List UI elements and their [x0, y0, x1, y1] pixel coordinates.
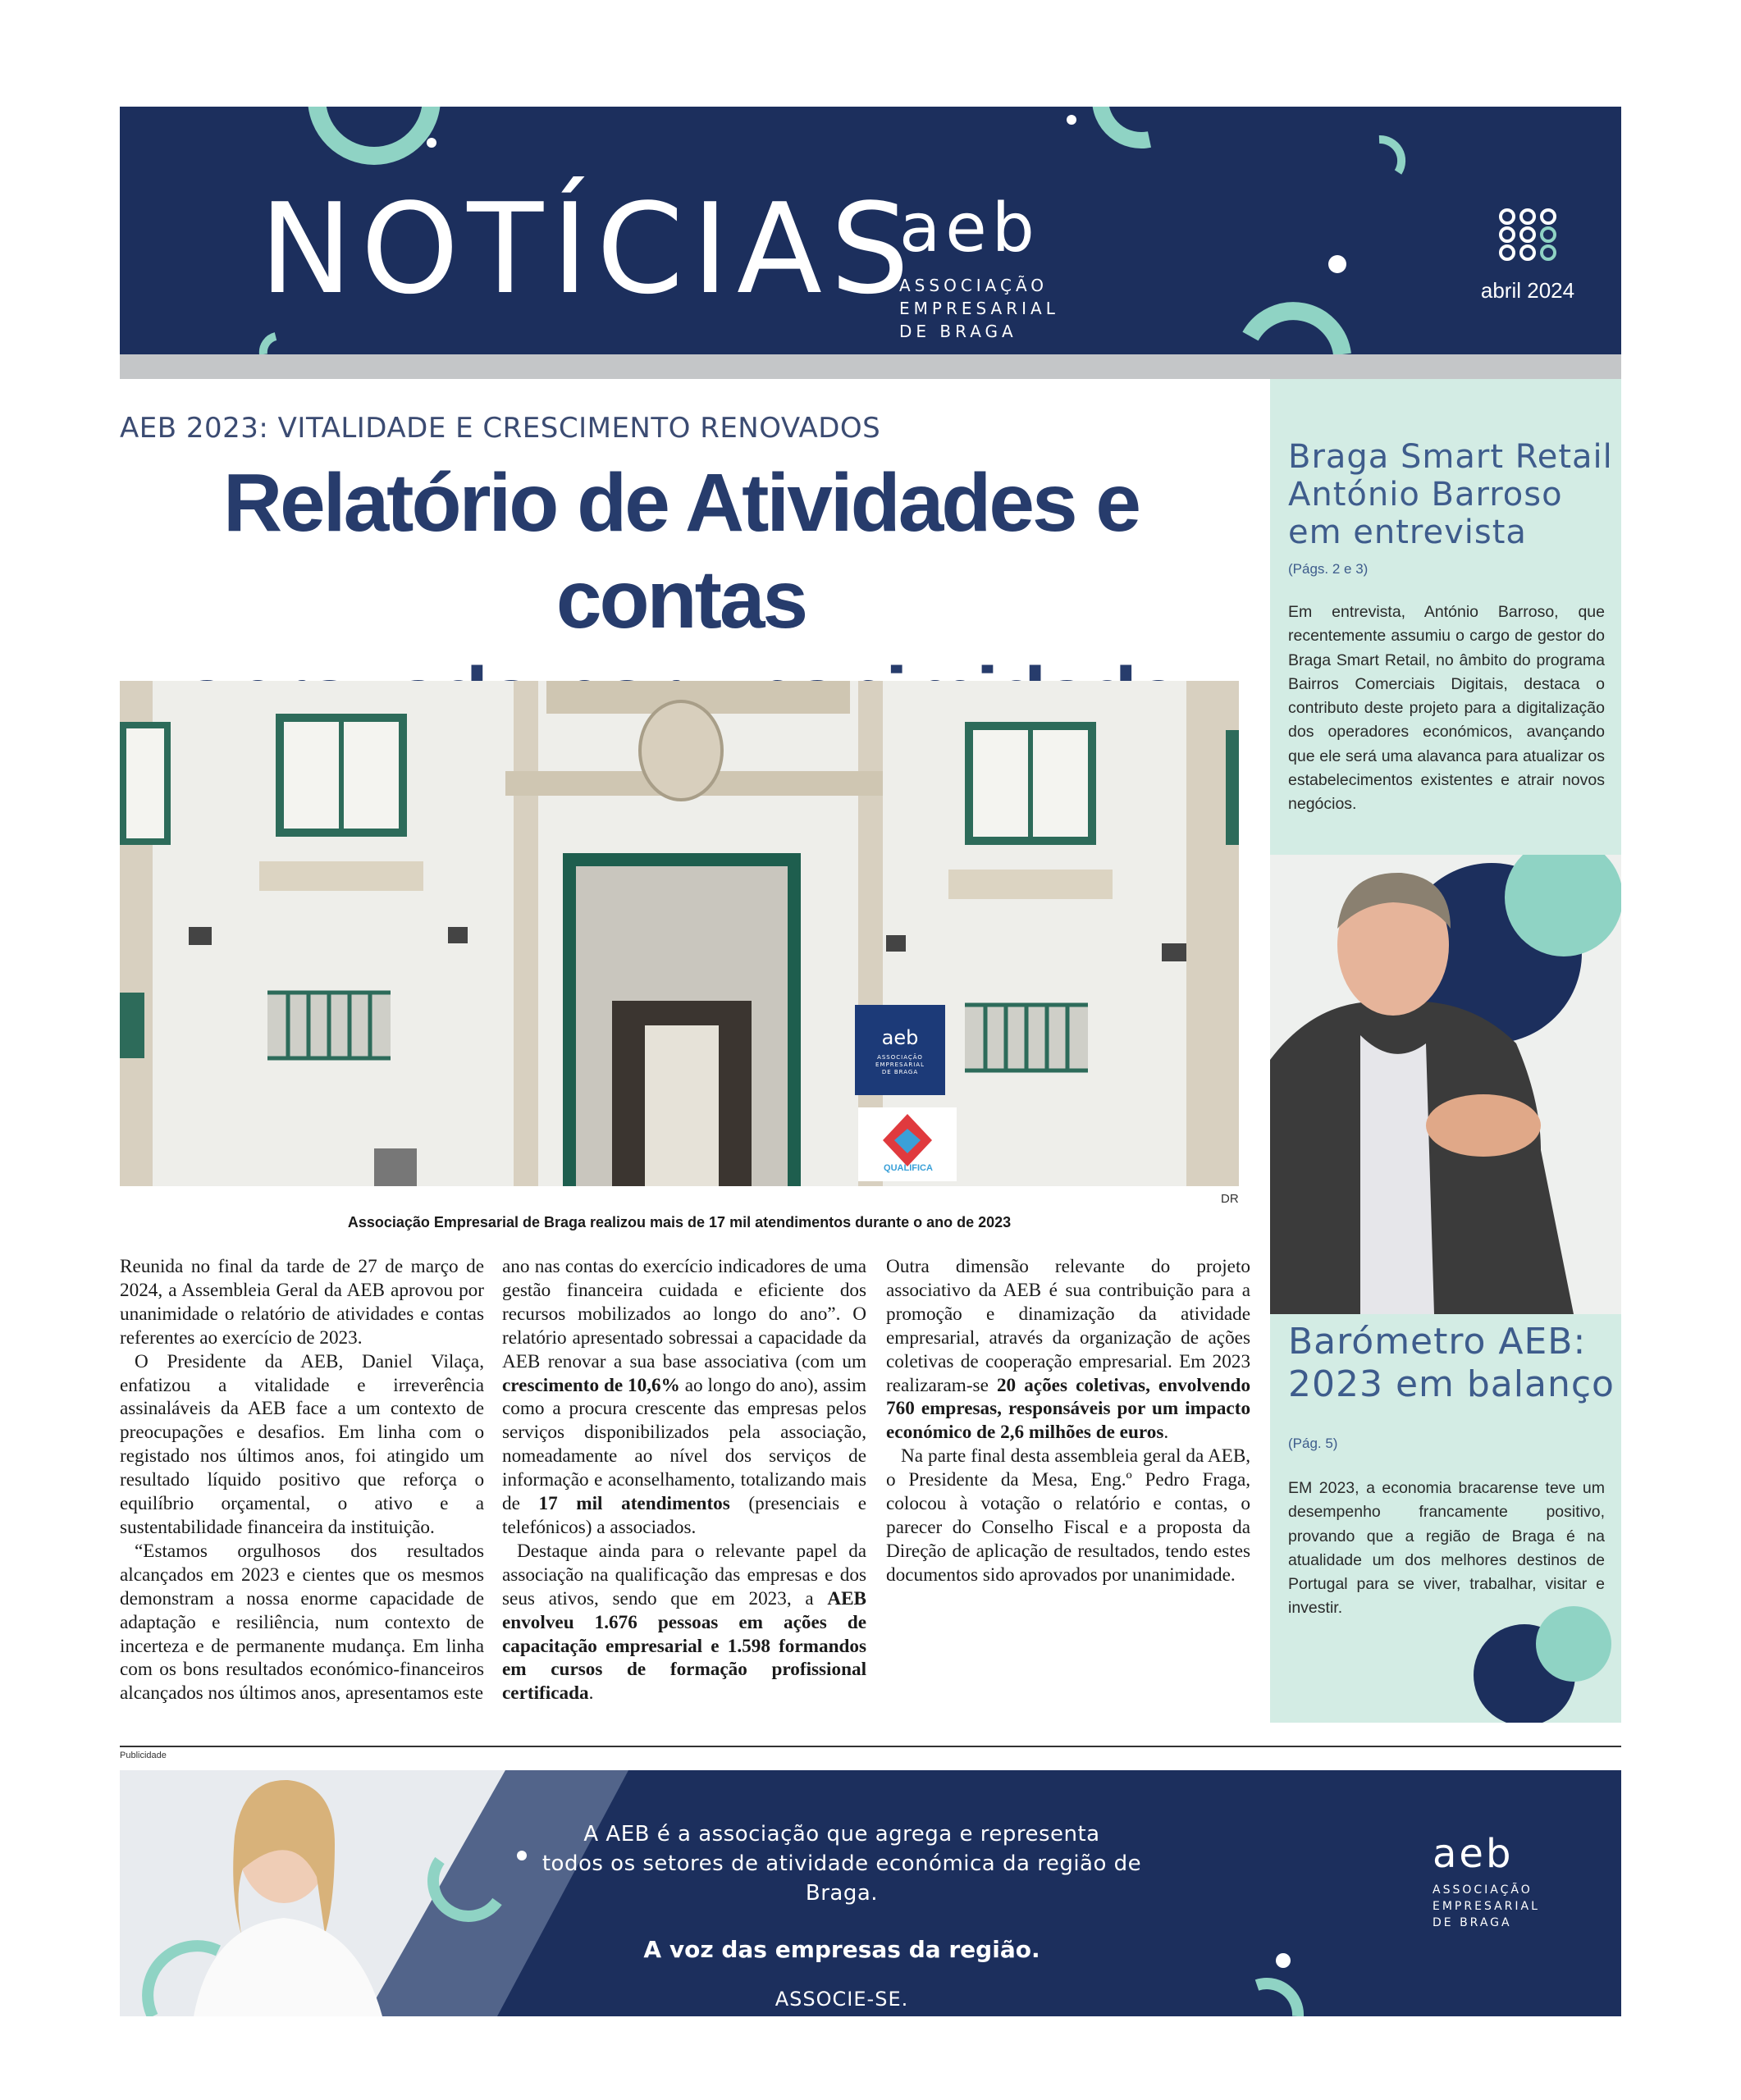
sign-logo: aeb [881, 1026, 919, 1049]
masthead-banner [120, 107, 1621, 354]
issue-info [1470, 205, 1585, 304]
ad-divider [120, 1746, 1621, 1747]
body-paragraph: Outra dimensão relevante do projeto associativo da AEB é sua contribuição para a promoção e dinamização da atividade empresarial, através da organização de ações coletivas de cooperação empresarial. Em 2023 realizaram-se 20 ações coletivas, envolvendo 760 empresas, responsáveis por um impacto económico de 2,6 milhões de euros. [886, 1256, 1250, 1444]
sidebar [1270, 379, 1621, 1723]
story1-summary: Em entrevista, António Barroso, que recentemente assumiu o cargo de gestor do Braga Smart Retail, no âmbito do programa Bairros Comerciais Digitais, destaca o contributo deste projeto para a digitalização dos operadores económicos, avançando que ele será uma alavanca para atualizar os estabelecimentos existentes e atrair novos negócios. [1288, 603, 1605, 814]
aeb-sign [855, 1005, 945, 1095]
story1-page-ref[interactable]: (Págs. 2 e 3) [1288, 561, 1369, 577]
ad-line-2: todos os setores de atividade económica da região de Braga. [541, 1851, 1142, 1906]
article-column-3 [886, 1255, 1250, 1726]
headline-line-1: Relatório de Atividades e contas [222, 457, 1140, 646]
body-paragraph: O Presidente da AEB, Daniel Vilaça, enfatizou a vitalidade e irreverência assinaláveis da AEB face a um contexto de preocupações e desafios. Em linha com o registado nos últimos anos, foi atingido um resultado líquido positivo que reforça o equilíbrio orçamental, o ativo e a sustentabilidade financeira da instituição. [120, 1350, 484, 1538]
body-paragraph: Destaque ainda para o relevante papel da associação na qualificação das empresas e dos seus ativos, sendo que em 2023, a AEB envolveu 1.676 pessoas em ações de capacitação empresarial e 1.598 formandos em cursos de formação profissional certificada. [502, 1540, 866, 1705]
story2-summary: EM 2023, a economia bracarense teve um desempenho francamente positivo, provando que a região de Braga é na atualidade um dos melhores destinos de Portugal para se viver, trabalhar, visitar e investir. [1288, 1479, 1605, 1618]
masthead-divider [120, 354, 1621, 379]
article-column-1 [120, 1255, 484, 1726]
ad-call-to-action[interactable]: ASSOCIE-SE. [775, 1988, 909, 2011]
aeb-dots-icon [1497, 205, 1558, 262]
body-paragraph: Na parte final desta assembleia geral da AEB, o Presidente da Mesa, Eng.º Pedro Fraga, colocou à votação o relatório e contas, o parecer do Conselho Fiscal e a proposta da Direção de aplicação de resultados, tendo estes documentos sido aprovados por unanimidade. [886, 1445, 1250, 1586]
aeb-logo [899, 189, 1059, 343]
article-column-2 [502, 1255, 866, 1726]
logo-wordmark: aeb [899, 189, 1040, 267]
body-paragraph: “Estamos orgulhosos dos resultados alcançados em 2023 e cientes que os mesmos demonstram a nossa enorme capacidade de adaptação e resiliência, num contexto de incerteza e de permanente mudança. Em linha com os bons resultados económico-financeiros alcançados nos últimos anos, apresentamos este [120, 1540, 484, 1705]
ad-slogan: A voz das empresas da região. [643, 1936, 1040, 1963]
photo-caption: Associação Empresarial de Braga realizou mais de 17 mil atendimentos durante o ano de 2023 [347, 1214, 1012, 1230]
body-paragraph: ano nas contas do exercício indicadores de uma gestão financeira cuidada e eficiente dos recursos mobilizados ao longo do ano”. O relatório apresentado sobressai a capacidade da AEB renovar a sua base associativa (com um crescimento de 10,6% ao longo do ano), assim como a procura crescente das empresas pelos serviços disponibilizados pela associação, nomeadamente ao nível dos serviços de informação e aconselhamento, totalizando mais de 17 mil atendimentos (presenciais e telefónicos) a associados. [502, 1256, 866, 1538]
body-paragraph: Reunida no final da tarde de 27 de março de 2024, a Assembleia Geral da AEB aprovou por unanimidade o relatório de atividades e contas referentes ao exercício de 2023. [120, 1256, 484, 1349]
ad-label: Publicidade [120, 1751, 167, 1760]
advertisement-banner[interactable] [120, 1770, 1621, 2016]
building-photo [120, 681, 1239, 1186]
issue-date: abril 2024 [1480, 278, 1575, 303]
story1-title: Braga Smart Retail António Barroso em entrevista [1288, 438, 1613, 551]
qualifica-sign-label: QUALIFICA [884, 1163, 933, 1173]
building-facade-illustration [120, 681, 1239, 1186]
sign-subtitle: ASSOCIAÇÃO EMPRESARIAL DE BRAGA [875, 1054, 925, 1075]
masthead-title: NOTÍCIAS [259, 176, 918, 322]
antonio-barroso-photo [1270, 855, 1621, 1314]
article-kicker: AEB 2023: VITALIDADE E CRESCIMENTO RENOVADOS [120, 412, 881, 445]
logo-subtitle: ASSOCIAÇÃO EMPRESARIAL DE BRAGA [899, 276, 1059, 341]
photo-credit: DR [1221, 1192, 1239, 1206]
circles-decoration [1457, 1601, 1621, 1723]
story2-page-ref[interactable]: (Pág. 5) [1288, 1436, 1338, 1451]
ad-line-1: A AEB é a associação que agrega e representa [583, 1822, 1100, 1847]
ad-message [530, 1819, 1154, 2011]
ad-aeb-logo: aeb ASSOCIAÇÃO EMPRESARIAL DE BRAGA [1433, 1831, 1540, 1929]
story2-title: Barómetro AEB: 2023 em balanço [1288, 1321, 1615, 1405]
